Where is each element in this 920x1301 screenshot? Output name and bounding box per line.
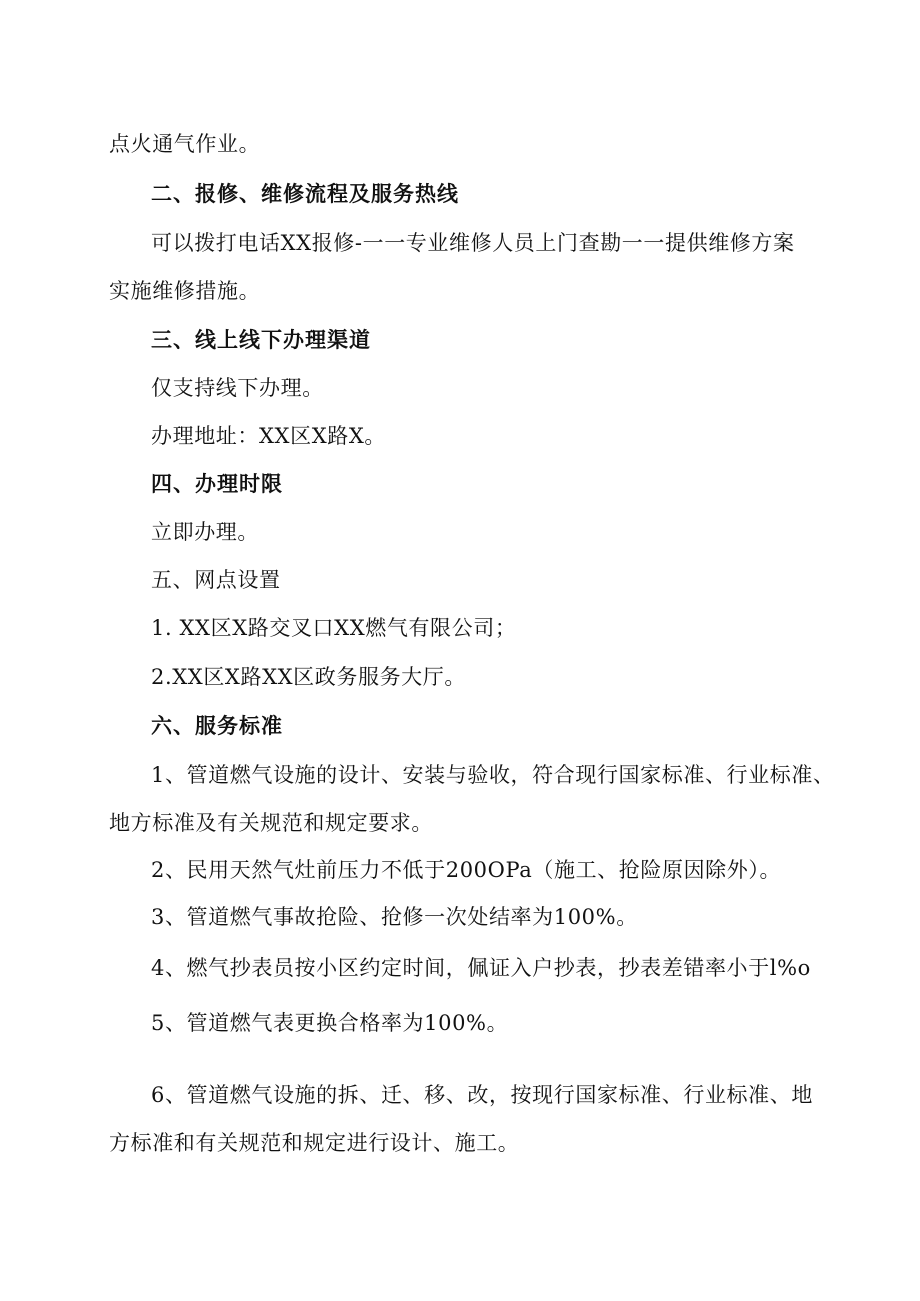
paragraph-line: 地方标准及有关规范和规定要求。 <box>109 811 433 835</box>
paragraph-line: 点火通气作业。 <box>109 132 261 156</box>
paragraph-line: 1、管道燃气设施的设计、安装与验收，符合现行国家标准、行业标准、 <box>151 763 835 787</box>
section-heading: 二、报修、维修流程及服务热线 <box>151 182 459 206</box>
section-heading: 三、线上线下办理渠道 <box>151 328 371 352</box>
paragraph-line: 方标准和有关规范和规定进行设计、施工。 <box>109 1131 520 1155</box>
paragraph-line: 6、管道燃气设施的拆、迁、移、改，按现行国家标准、行业标准、地 <box>151 1083 813 1107</box>
paragraph-line: 办理地址：XX区X路X。 <box>151 424 386 448</box>
paragraph-line: 2.XX区X路XX区政务服务大厅。 <box>151 665 466 689</box>
section-heading: 四、办理时限 <box>151 472 283 496</box>
paragraph-line: 4、燃气抄表员按小区约定时间，佩证入户抄表，抄表差错率小于l%o <box>151 956 811 980</box>
paragraph-line: 3、管道燃气事故抢险、抢修一次处结率为100%。 <box>151 905 638 929</box>
paragraph-line: 可以拨打电话XX报修-一一专业维修人员上门查勘一一提供维修方案 <box>151 231 795 255</box>
section-heading: 六、服务标准 <box>151 714 283 738</box>
paragraph-line: 实施维修措施。 <box>109 279 261 303</box>
section-heading: 五、网点设置 <box>151 568 281 592</box>
paragraph-line: 2、民用天然气灶前压力不低于200OPa（施工、抢险原因除外）。 <box>151 858 782 882</box>
paragraph-line: 1. XX区X路交叉口XX燃气有限公司； <box>151 616 517 640</box>
paragraph-line: 仅支持线下办理。 <box>151 376 324 400</box>
paragraph-line: 5、管道燃气表更换合格率为100%。 <box>151 1011 509 1035</box>
paragraph-line: 立即办理。 <box>151 520 259 544</box>
